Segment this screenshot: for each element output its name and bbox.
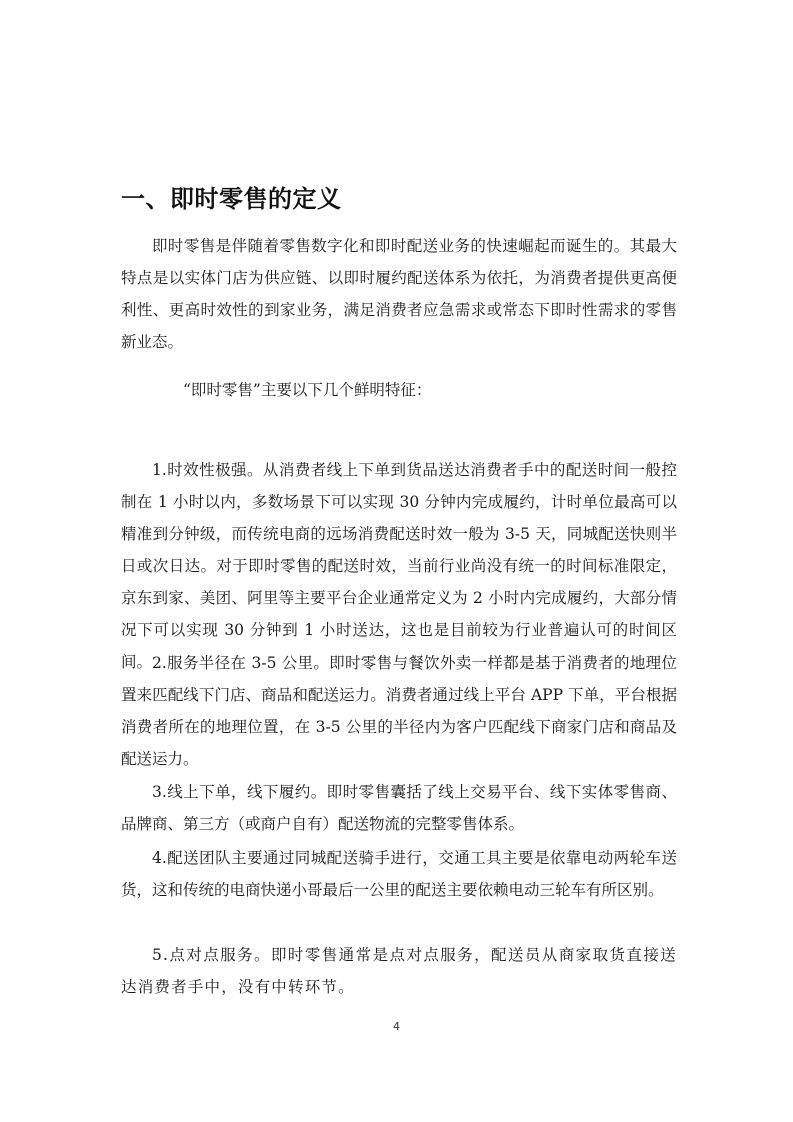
features-intro-paragraph: “即时零售”主要以下几个鲜明特征： xyxy=(183,381,432,399)
definition-paragraph: 即时零售是伴随着零售数字化和即时配送业务的快速崛起而诞生的。其最大特点是以实体门店为供应链、以即时履约配送体系为依托，为消费者提供更高便利性、更高时效性的到家业务，满足消费者应急需求或常态下即时性需求的零售新业态。 xyxy=(121,237,677,351)
feature-1-paragraph: 1.时效性极强。从消费者线上下单到货品送达消费者手中的配送时间一般控制在 1 小时以内，多数场景下可以实现 30 分钟内完成履约，计时单位最高可以精准到分钟级，而传统电商的远场消费配送时效一般为 3-5 天，同城配送快则半日或次日达。对于即时零售的配送时效，当前行业尚没有统一的时间标准限定，京东到家、美团、阿里等主要平台企业通常定义为 2 小时内完成履约，大部分情况下可以实现 30 分钟到 1 小时送达，这也是目前较为行业普遍认可的时间区间。 xyxy=(121,461,677,671)
page-number: 4 xyxy=(393,1020,400,1033)
feature-5-paragraph: 5.点对点服务。即时零售通常是点对点服务，配送员从商家取货直接送达消费者手中，没有中转环节。 xyxy=(121,946,677,996)
section-heading: 一、即时零售的定义 xyxy=(121,185,342,213)
feature-4-paragraph: 4.配送团队主要通过同城配送骑手进行，交通工具主要是依靠电动两轮车送货，这和传统的电商快递小哥最后一公里的配送主要依赖电动三轮车有所区别。 xyxy=(121,849,677,899)
feature-2-paragraph: 2.服务半径在 3-5 公里。即时零售与餐饮外卖一样都是基于消费者的地理位置来匹配线下门店、商品和配送运力。消费者通过线上平台 APP 下单，平台根据消费者所在的地理位置，在 3-5 公里的半径内为客户匹配线下商家门店和商品及配送运力。 xyxy=(121,654,677,768)
feature-3-paragraph: 3.线上下单，线下履约。即时零售囊括了线上交易平台、线下实体零售商、品牌商、第三方（或商户自有）配送物流的完整零售体系。 xyxy=(121,783,677,833)
